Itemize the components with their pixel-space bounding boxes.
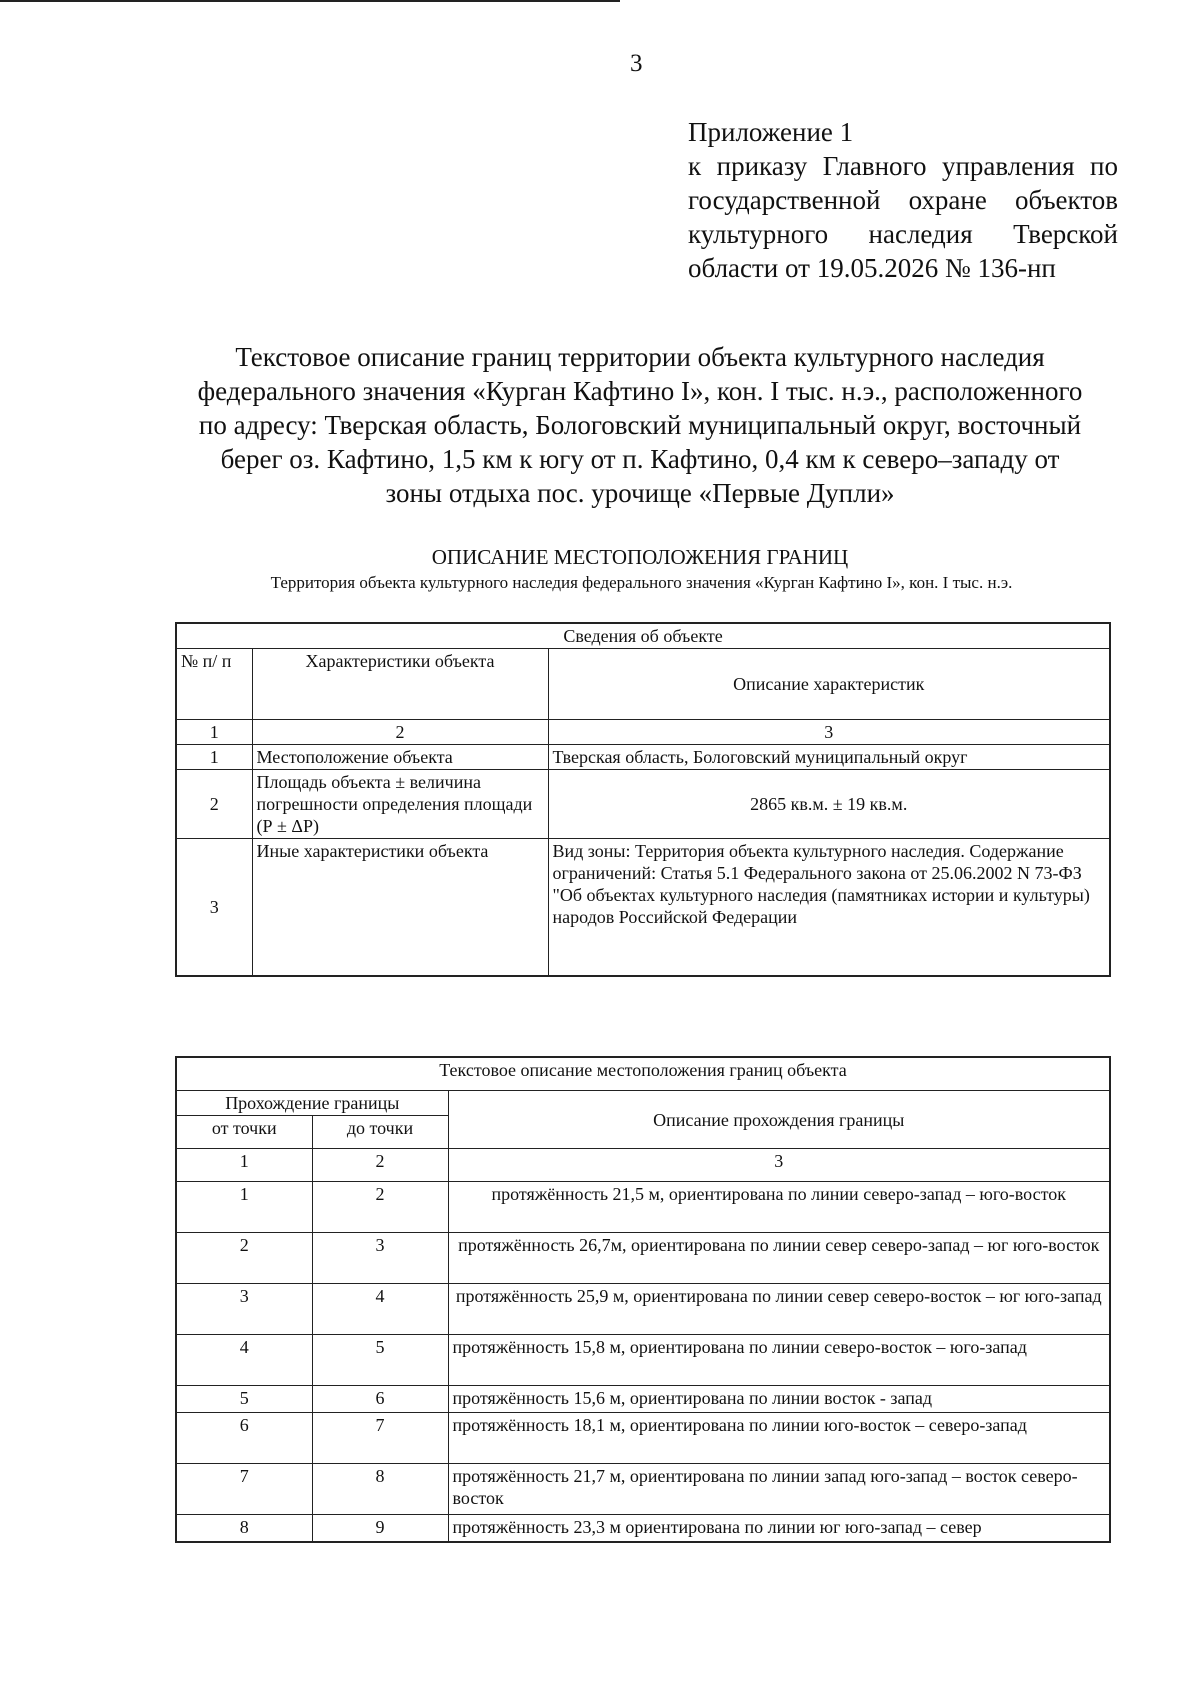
section-heading: ОПИСАНИЕ МЕСТОПОЛОЖЕНИЯ ГРАНИЦ — [431, 545, 849, 569]
section-subheading: Территория объекта культурного наследия федерального значения «Курган Кафтино I», кон. I тыс. н.э. — [270, 573, 1013, 592]
appendix-line-2: к приказу Главного управления по — [688, 151, 1118, 181]
passage-description: протяжённость 26,7м, ориентирована по линии север северо-запад – юг юго-восток — [448, 1233, 1110, 1284]
appendix-line-1: Приложение 1 — [688, 117, 854, 147]
appendix-line-4: культурного наследия Тверской — [688, 219, 1118, 249]
table-header-row — [176, 649, 1110, 720]
to-point: 8 — [312, 1464, 448, 1515]
table-index-row — [176, 1149, 1110, 1182]
row-number: 3 — [176, 839, 252, 977]
passage-description: протяжённость 18,1 м, ориентирована по линии юго-восток – северо-запад — [448, 1413, 1110, 1464]
to-point: 7 — [312, 1413, 448, 1464]
title-line-4: берег оз. Кафтино, 1,5 км к югу от п. Кафтино, 0,4 км к северо–западу от — [220, 444, 1060, 474]
from-point: 8 — [176, 1515, 312, 1543]
row-number: 2 — [176, 770, 252, 839]
object-table-caption: Сведения об объекте — [176, 623, 1110, 649]
border-description-table — [175, 1056, 1111, 1543]
index-cell: 1 — [176, 1149, 312, 1182]
appendix-line-5: области от 19.05.2026 № 136-нп — [688, 253, 1056, 283]
to-point: 5 — [312, 1335, 448, 1386]
table-row — [176, 1233, 1110, 1284]
table-row — [176, 1464, 1110, 1515]
document-title — [150, 340, 1130, 510]
table-row — [176, 745, 1110, 770]
row-description: Вид зоны: Территория объекта культурного наследия. Содержание ограничений: Статья 5.1 Федерального закона от 25.06.2002 N 73-ФЗ "Об объектах культурного наследия (памятниках истории и культуры) народов Российской Федерации — [548, 839, 1110, 977]
passage-description: протяжённость 15,8 м, ориентирована по линии северо-восток – юго-запад — [448, 1335, 1110, 1386]
table-row — [176, 770, 1110, 839]
row-description: 2865 кв.м. ± 19 кв.м. — [548, 770, 1110, 839]
table-header-row — [176, 1091, 1110, 1116]
table-row — [176, 1386, 1110, 1413]
passage-description: протяжённость 25,9 м, ориентирована по линии север северо-восток – юг юго-запад — [448, 1284, 1110, 1335]
table-row — [176, 1413, 1110, 1464]
to-point: 4 — [312, 1284, 448, 1335]
title-line-3: по адресу: Тверская область, Бологовский муниципальный округ, восточный — [198, 410, 1082, 440]
col-description-header: Описание характеристик — [548, 649, 1110, 720]
table-row — [176, 1284, 1110, 1335]
table-caption-row — [176, 623, 1110, 649]
index-cell: 2 — [252, 720, 548, 745]
from-point: 2 — [176, 1233, 312, 1284]
title-line-5: зоны отдыха пос. урочище «Первые Дупли» — [385, 478, 895, 508]
col-to-point-header: до точки — [312, 1116, 448, 1149]
table-row — [176, 1515, 1110, 1543]
appendix-block — [688, 115, 1118, 285]
scan-top-edge — [0, 0, 620, 2]
index-cell: 3 — [548, 720, 1110, 745]
col-number-header: № п/ п — [176, 649, 252, 720]
col-from-point-header: от точки — [176, 1116, 312, 1149]
object-info-table — [175, 622, 1111, 977]
col-characteristics-header: Характеристики объекта — [252, 649, 548, 720]
row-characteristic: Площадь объекта ± величина погрешности определения площади (Р ± ΔР) — [252, 770, 548, 839]
row-number: 1 — [176, 745, 252, 770]
passage-description: протяжённость 21,5 м, ориентирована по линии северо-запад – юго-восток — [448, 1182, 1110, 1233]
page-number: 3 — [630, 50, 643, 77]
from-point: 5 — [176, 1386, 312, 1413]
table-caption-row — [176, 1057, 1110, 1091]
table-row — [176, 1182, 1110, 1233]
passage-description: протяжённость 23,3 м ориентирована по линии юг юго-запад – север — [448, 1515, 1110, 1543]
from-point: 4 — [176, 1335, 312, 1386]
index-cell: 1 — [176, 720, 252, 745]
to-point: 3 — [312, 1233, 448, 1284]
col-passage-description-header: Описание прохождения границы — [448, 1091, 1110, 1149]
row-description: Тверская область, Бологовский муниципальный округ — [548, 745, 1110, 770]
col-passage-header: Прохождение границы — [176, 1091, 448, 1116]
from-point: 1 — [176, 1182, 312, 1233]
to-point: 2 — [312, 1182, 448, 1233]
title-line-1: Текстовое описание границ территории объекта культурного наследия — [235, 342, 1045, 372]
index-cell: 2 — [312, 1149, 448, 1182]
passage-description: протяжённость 21,7 м, ориентирована по линии запад юго-запад – восток северо-восток — [448, 1464, 1110, 1515]
from-point: 6 — [176, 1413, 312, 1464]
to-point: 6 — [312, 1386, 448, 1413]
from-point: 3 — [176, 1284, 312, 1335]
from-point: 7 — [176, 1464, 312, 1515]
row-characteristic: Местоположение объекта — [252, 745, 548, 770]
to-point: 9 — [312, 1515, 448, 1543]
passage-description: протяжённость 15,6 м, ориентирована по линии восток - запад — [448, 1386, 1110, 1413]
title-line-2: федерального значения «Курган Кафтино I», кон. I тыс. н.э., расположенного — [197, 376, 1083, 406]
table-index-row — [176, 720, 1110, 745]
appendix-line-3: государственной охране объектов — [688, 185, 1118, 215]
table-row — [176, 839, 1110, 977]
border-table-caption: Текстовое описание местоположения границ объекта — [176, 1057, 1110, 1091]
table-row — [176, 1335, 1110, 1386]
row-characteristic: Иные характеристики объекта — [252, 839, 548, 977]
index-cell: 3 — [448, 1149, 1110, 1182]
